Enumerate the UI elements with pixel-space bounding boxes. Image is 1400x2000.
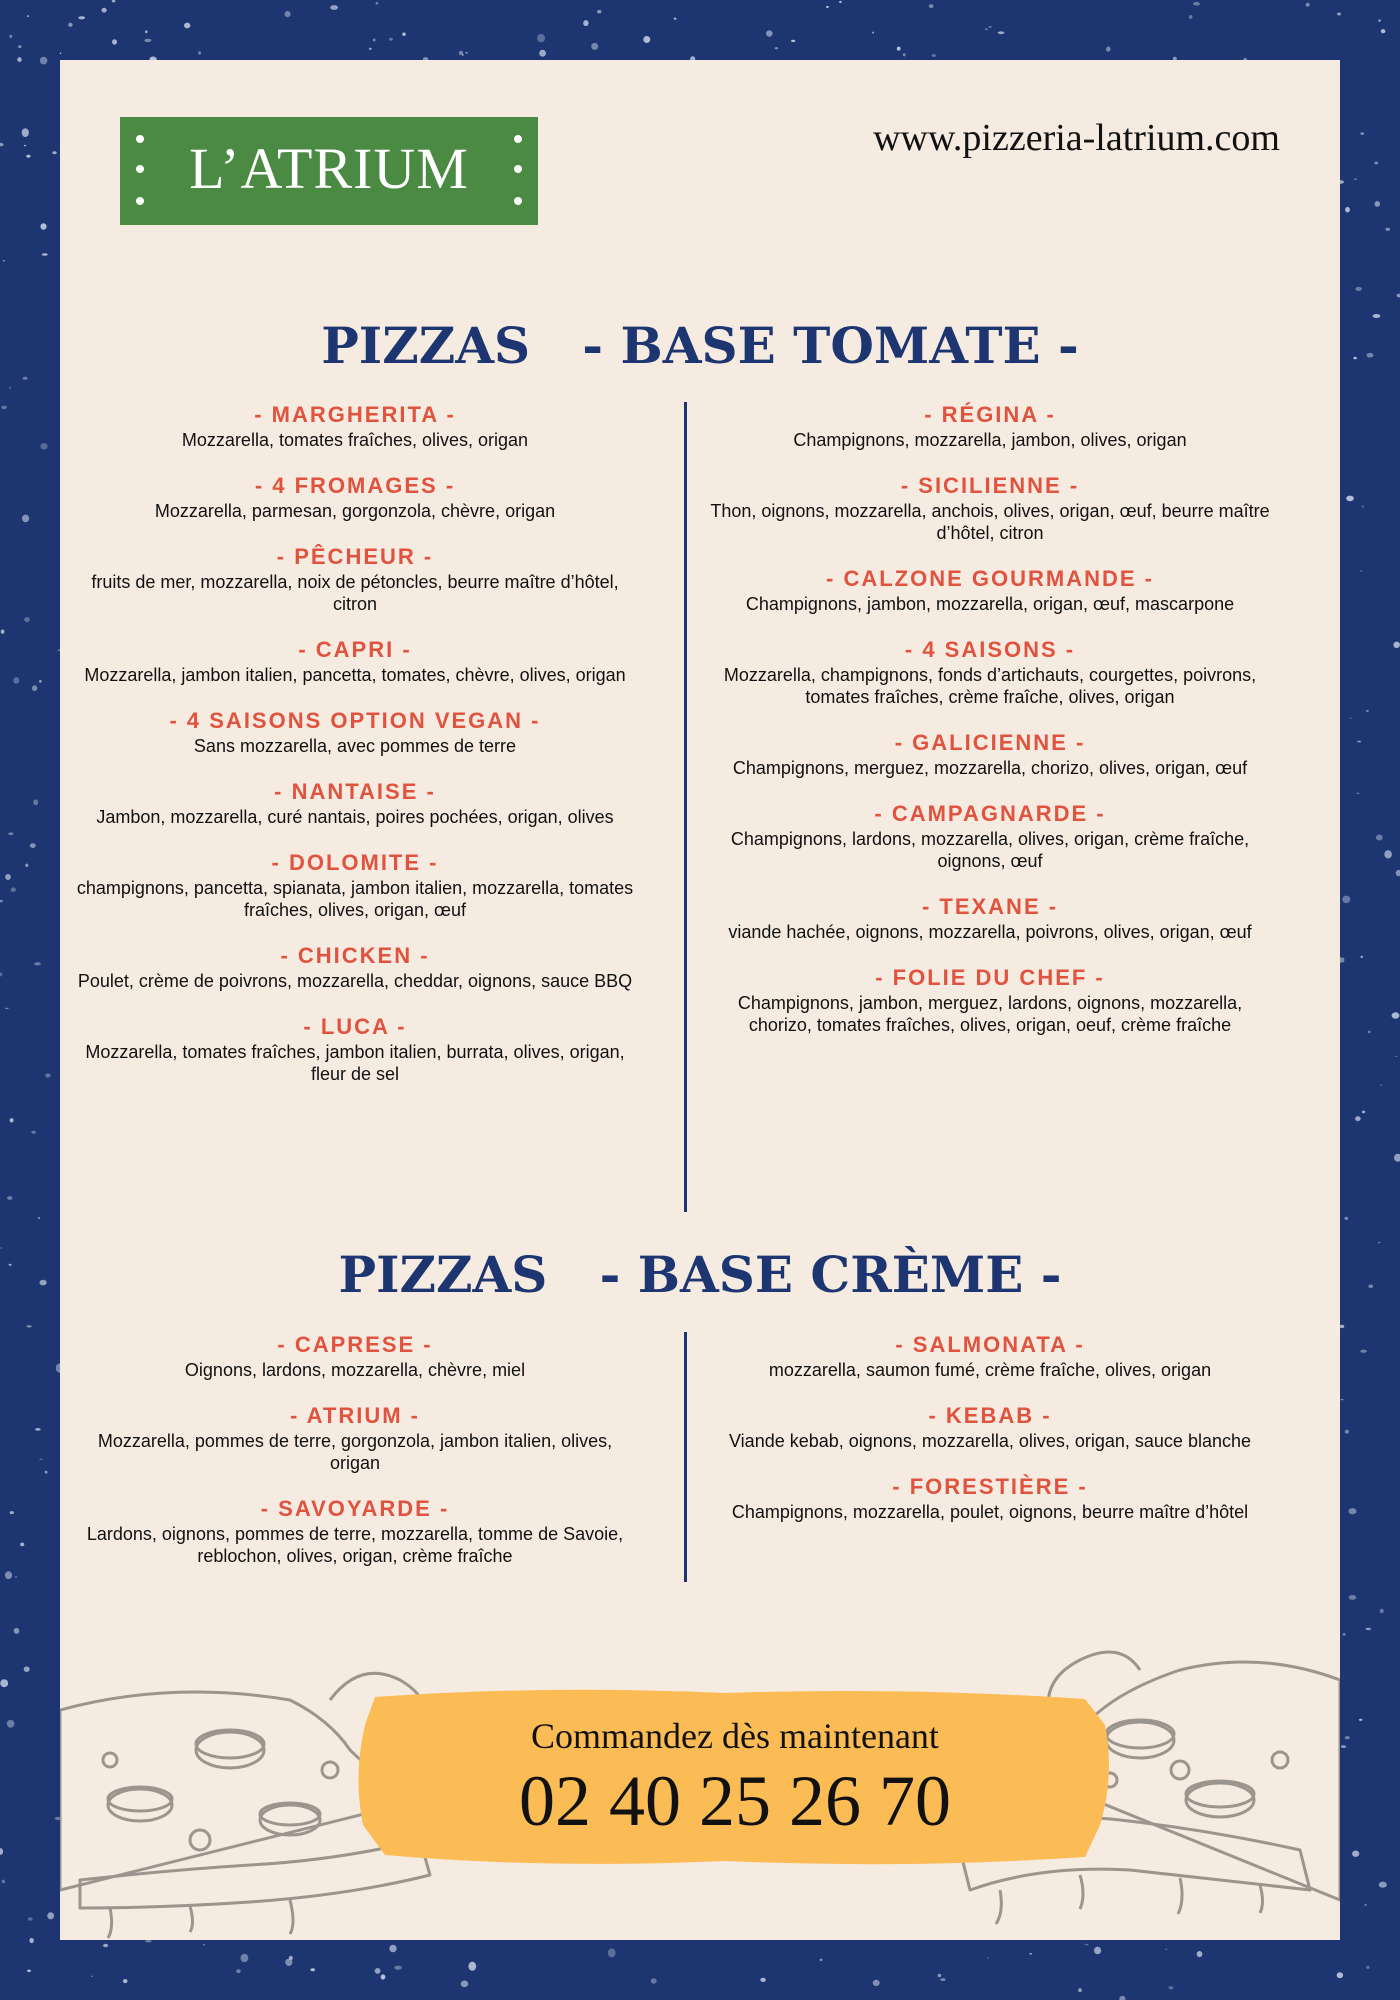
creme-right-column [710, 1332, 1270, 1545]
menu-item-description: Mozzarella, champignons, fonds d’artichauts, courgettes, poivrons, tomates fraîches, crème fraîche, olives, origan [723, 665, 1257, 707]
menu-item [75, 1014, 635, 1085]
menu-item-name: - CAMPAGNARDE - [874, 801, 1106, 826]
menu-item-description: Mozzarella, jambon italien, pancetta, tomates, chèvre, olives, origan [84, 665, 626, 685]
tomate-right-column [710, 402, 1270, 1058]
menu-item [710, 473, 1270, 544]
menu-item-description: Champignons, jambon, mozzarella, origan, œuf, mascarpone [745, 594, 1235, 614]
menu-item-name: - KEBAB - [928, 1403, 1052, 1428]
menu-item-name: - FOLIE DU CHEF - [875, 965, 1105, 990]
section-title-creme: PIZZAS - BASE CRÈME - [338, 1245, 1062, 1304]
menu-item-description: viande hachée, oignons, mozzarella, poivrons, olives, origan, œuf [728, 922, 1252, 942]
menu-item-name: - LUCA - [303, 1014, 407, 1039]
menu-item [710, 801, 1270, 872]
brand-name: L’ATRIUM [189, 136, 469, 201]
menu-item-name: - SICILIENNE - [900, 473, 1080, 498]
menu-item-name: - NANTAISE - [274, 779, 436, 804]
menu-item-name: - GALICIENNE - [894, 730, 1086, 755]
menu-item [710, 1403, 1270, 1452]
menu-item-description: Champignons, mozzarella, jambon, olives, origan [793, 430, 1187, 450]
menu-item [75, 779, 635, 828]
menu-item [75, 544, 635, 615]
menu-item [710, 566, 1270, 615]
menu-item [710, 894, 1270, 943]
menu-item-description: Viande kebab, oignons, mozzarella, olives, origan, sauce blanche [729, 1431, 1251, 1451]
cta-phone-number[interactable]: 02 40 25 26 70 [519, 1761, 951, 1841]
menu-item-name: - SALMONATA - [895, 1332, 1085, 1357]
menu-item-description: Oignons, lardons, mozzarella, chèvre, miel [184, 1360, 526, 1380]
tomate-left-column [75, 402, 635, 1107]
menu-item-description: Champignons, merguez, mozzarella, chorizo, olives, origan, œuf [732, 758, 1248, 778]
menu-item-description: Thon, oignons, mozzarella, anchois, olives, origan, œuf, beurre maître d’hôtel, citron [710, 501, 1270, 543]
menu-item-description: Mozzarella, tomates fraîches, jambon italien, burrata, olives, origan, fleur de sel [85, 1042, 625, 1084]
menu-item-name: - PÊCHEUR - [276, 544, 434, 569]
menu-item-name: - SAVOYARDE - [260, 1496, 450, 1521]
menu-item-name: - 4 SAISONS OPTION VEGAN - [169, 708, 541, 733]
menu-item-name: - CAPRESE - [277, 1332, 433, 1357]
brand-logo [120, 117, 538, 225]
menu-item-description: mozzarella, saumon fumé, crème fraîche, olives, origan [768, 1360, 1212, 1380]
menu-item-name: - 4 SAISONS - [904, 637, 1076, 662]
menu-item [75, 1403, 635, 1474]
menu-item-description: Champignons, lardons, mozzarella, olives, origan, crème fraîche, oignons, œuf [730, 829, 1250, 871]
menu-item [75, 1332, 635, 1381]
menu-item-name: - TEXANE - [921, 894, 1059, 919]
menu-item [75, 708, 635, 757]
menu-item [75, 637, 635, 686]
menu-item [710, 730, 1270, 779]
menu-item-name: - CHICKEN - [280, 943, 430, 968]
menu-item-name: - MARGHERITA - [254, 402, 456, 427]
menu-item-description: champignons, pancetta, spianata, jambon italien, mozzarella, tomates fraîches, olives, origan, œuf [76, 878, 634, 920]
menu-item-description: Poulet, crème de poivrons, mozzarella, cheddar, oignons, sauce BBQ [77, 971, 633, 991]
section-title-tomate: PIZZAS - BASE TOMATE - [321, 316, 1079, 375]
menu-item [710, 965, 1270, 1036]
menu-item [710, 637, 1270, 708]
menu-item [710, 1474, 1270, 1523]
website-link[interactable]: www.pizzeria-latrium.com [873, 117, 1280, 159]
menu-item [75, 402, 635, 451]
menu-item-description: Mozzarella, pommes de terre, gorgonzola, jambon italien, olives, origan [97, 1431, 613, 1473]
menu-item-description: Sans mozzarella, avec pommes de terre [193, 736, 517, 756]
menu-item [75, 850, 635, 921]
menu-item-name: - RÉGINA - [924, 402, 1056, 427]
menu-item-description: Jambon, mozzarella, curé nantais, poires pochées, origan, olives [96, 807, 614, 827]
column-divider [684, 402, 687, 1212]
menu-item-description: Mozzarella, tomates fraîches, olives, origan [181, 430, 529, 450]
menu-item-description: Mozzarella, parmesan, gorgonzola, chèvre, origan [154, 501, 556, 521]
cta-headline: Commandez dès maintenant [531, 1716, 939, 1756]
menu-item [710, 1332, 1270, 1381]
menu-item-name: - ATRIUM - [290, 1403, 420, 1428]
menu-item-name: - CALZONE GOURMANDE - [826, 566, 1154, 591]
menu-item [75, 473, 635, 522]
menu-item-name: - DOLOMITE - [271, 850, 439, 875]
menu-item [75, 1496, 635, 1567]
menu-item-name: - 4 FROMAGES - [254, 473, 456, 498]
creme-left-column [75, 1332, 635, 1589]
menu-sheet [60, 60, 1340, 1940]
column-divider [684, 1332, 687, 1582]
menu-item-description: Champignons, mozzarella, poulet, oignons, beurre maître d’hôtel [731, 1502, 1249, 1522]
menu-item-name: - FORESTIÈRE - [892, 1474, 1088, 1499]
menu-item-name: - CAPRI - [298, 637, 412, 662]
menu-item [75, 943, 635, 992]
menu-item-description: Lardons, oignons, pommes de terre, mozzarella, tomme de Savoie, reblochon, olives, origan, crème fraîche [86, 1524, 624, 1566]
menu-item-description: Champignons, jambon, merguez, lardons, oignons, mozzarella, chorizo, tomates fraîches, olives, origan, oeuf, crème fraîche [737, 993, 1243, 1035]
menu-item [710, 402, 1270, 451]
menu-item-description: fruits de mer, mozzarella, noix de pétoncles, beurre maître d’hôtel, citron [91, 572, 619, 614]
